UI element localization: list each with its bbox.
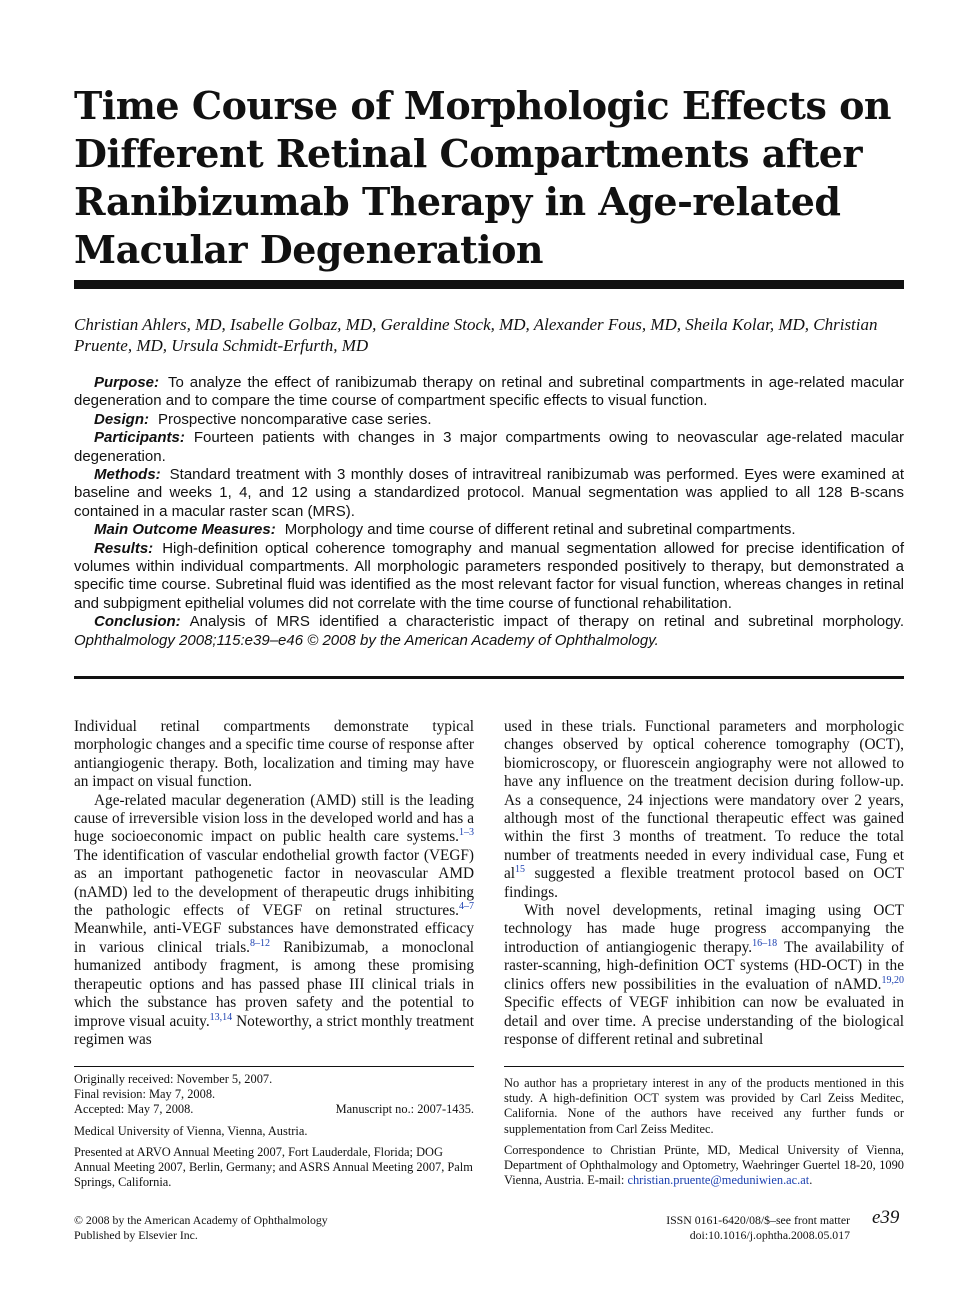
body-text: suggested a flexible treatment protocol based on OCT findings. [504, 865, 904, 901]
footnote-divider-right [504, 1066, 904, 1067]
abstract-design-label: Design: [94, 410, 150, 428]
body-paragraph [504, 902, 904, 1049]
body-column-left [74, 718, 474, 1049]
body-text: Ranibizumab, a monoclonal humanized antibody fragment, is among these promising therapeutic options and has passed phase III clinical trials in which the substance has proven safety and the potential to improve visual acuity. [74, 938, 474, 1030]
correspondence-note [504, 1143, 904, 1189]
reference-link[interactable]: 1–3 [459, 827, 474, 839]
affiliation: Medical University of Vienna, Vienna, Austria. [74, 1123, 308, 1138]
footer-left [74, 1213, 434, 1243]
abstract-results-text: High-definition optical coherence tomography and manual segmentation allowed for precise identification of volumes within individual compartments. All morphologic parameters responded positively to therapy, but demonstrated a specific time course. Subretinal fluid was identified as the most relevant factor for visual function, whereas changes in retinal and subpigment epithelial volumes did not correlate with the time course of functional rehabilitation. [74, 539, 904, 612]
abstract-outcome-label: Main Outcome Measures: [94, 521, 276, 539]
body-text: Age-related macular degeneration (AMD) still is the leading cause of irreversible vision loss in the developed world and has a huge socioeconomic impact on public health care systems. [74, 791, 474, 846]
body-text: Noteworthy, a strict monthly treatment regimen was [74, 1012, 474, 1048]
body-paragraph [504, 718, 904, 902]
page-number: e39 [872, 1207, 900, 1228]
body-text: Specific effects of VEGF inhibition can now be evaluated in detail and over time. A precise understanding of the biological response of different retinal and subretinal [504, 994, 904, 1048]
footnote-divider-left [74, 1066, 474, 1067]
abstract-methods-label: Methods: [94, 466, 161, 484]
footer-right [560, 1213, 850, 1243]
accepted-date: Accepted: May 7, 2008. [74, 1102, 194, 1117]
body-text: The identification of vascular endothelial growth factor (VEGF) as an important pathogenetic factor in neovascular AMD (nAMD) led to the development of therapeutic drugs inhibiting the pathologic effects of VEGF on retinal structures. [74, 846, 474, 920]
footnotes-left [74, 1072, 474, 1190]
copyright-line: © 2008 by the American Academy of Ophthalmology [74, 1213, 328, 1227]
abstract-outcome [74, 521, 904, 539]
abstract-citation: Ophthalmology 2008;115:e39–e46 © 2008 by the American Academy of Ophthalmology. [74, 631, 659, 649]
reference-link[interactable]: 19,20 [881, 974, 904, 986]
manuscript-number: Manuscript no.: 2007-1435. [335, 1102, 474, 1117]
correspondence-text: Correspondence to Christian Prünte, MD, Medical University of Vienna, Department of Ophthalmology and Optometry, Waehringer Guertel 18-20, 1090 Vienna, Austria. E-mail: [504, 1142, 904, 1188]
abstract-conclusion-label: Conclusion: [94, 613, 181, 631]
disclosure-note: No author has a proprietary interest in any of the products mentioned in this study. A high-definition OCT system was provided by Carl Zeiss Meditec, California. None of the authors have received any further funds or supplementation from Carl Zeiss Meditec. [504, 1076, 904, 1136]
abstract-outcome-text: Morphology and time course of different retinal and subretinal compartments. [284, 521, 796, 539]
reference-link[interactable]: 4–7 [459, 900, 474, 912]
correspondence-end: . [809, 1173, 813, 1188]
author-list: Christian Ahlers, MD, Isabelle Golbaz, MD, Geraldine Stock, MD, Alexander Fous, MD, Sheila Kolar, MD, Christian Pruente, MD, Ursula Schmidt-Erfurth, MD [74, 315, 878, 355]
reference-link[interactable]: 15 [515, 864, 526, 876]
abstract-purpose-text: To analyze the effect of ranibizumab therapy on retinal and subretinal compartments in age-related macular degeneration and to compare the time course of compartment specific effects to visual function. [74, 374, 904, 410]
abstract-participants-label: Participants: [94, 429, 185, 447]
abstract-purpose-label: Purpose: [94, 374, 160, 391]
body-text: With novel developments, retinal imaging using OCT technology has made huge progress accompanying the introduction of antiangiogenic therapy. [504, 902, 904, 956]
presentation-note: Presented at ARVO Annual Meeting 2007, Fort Lauderdale, Florida; DOG Annual Meeting 2007, Berlin, Germany; and ASRS Annual Meeting 2007, Palm Springs, California. [74, 1144, 473, 1190]
abstract-methods [74, 466, 904, 521]
revision-date: Final revision: May 7, 2008. [74, 1087, 216, 1102]
accepted-row [74, 1102, 474, 1117]
received-date: Originally received: November 5, 2007. [74, 1072, 273, 1086]
abstract-conclusion [74, 613, 904, 650]
abstract-divider [74, 676, 904, 679]
reference-link[interactable]: 16–18 [752, 937, 778, 949]
abstract-purpose [74, 374, 904, 411]
article-title: Time Course of Morphologic Effects on Different Retinal Compartments after Ranibizumab Therapy in Age-related Macular Degeneration [74, 83, 892, 272]
body-text: Meanwhile, anti-VEGF substances have demonstrated efficacy in various clinical trials. [74, 920, 474, 956]
body-column-right [504, 718, 904, 1049]
abstract-methods-text: Standard treatment with 3 monthly doses of intravitreal ranibizumab was performed. Eyes were examined at baseline and weeks 1, 4, and 12 using a standardized protocol. Manual segmentation was applied to all 128 B-scans contained in a macular raster scan (MRS). [74, 466, 904, 520]
doi-line: doi:10.1016/j.ophtha.2008.05.017 [689, 1228, 850, 1242]
abstract-results-label: Results: [94, 539, 154, 557]
body-paragraph: Individual retinal compartments demonstrate typical morphologic changes and a specific time course of response after antiangiogenic therapy. Both, localization and timing may have an impact on visual function. [74, 718, 474, 791]
abstract-design-text: Prospective noncomparative case series. [158, 410, 432, 428]
body-text: The availability of raster-scanning, high-definition OCT systems (HD-OCT) in the clinics offers new possibilities in the evaluation of nAMD. [504, 938, 904, 993]
email-link[interactable]: christian.pruente@meduniwien.ac.at [627, 1173, 810, 1188]
footnotes-right [504, 1076, 904, 1188]
abstract-participants [74, 429, 904, 466]
publisher-line: Published by Elsevier Inc. [74, 1228, 198, 1242]
issn-line: ISSN 0161-6420/08/$–see front matter [666, 1213, 850, 1227]
body-text: used in these trials. Functional parameters and morphologic changes observed by optical coherence tomography (OCT), biomicroscopy, or fluorescein angiography were not allowed to have any influence on the treatment decision during follow-up. As a consequence, 24 injections were mandatory over 2 years, although most of the functional therapeutic effect was gained within the first 3 months of treatment. To reduce the total number of treatments needed in every individual case, Fung et al [504, 718, 904, 883]
abstract [74, 374, 904, 650]
reference-link[interactable]: 8–12 [249, 937, 270, 949]
title-divider [74, 280, 904, 289]
abstract-participants-text: Fourteen patients with changes in 3 major compartments owing to neovascular age-related macular degeneration. [74, 429, 904, 465]
body-paragraph [74, 792, 474, 1050]
reference-link[interactable]: 13,14 [209, 1011, 233, 1023]
abstract-design [74, 411, 904, 429]
abstract-results [74, 540, 904, 614]
abstract-conclusion-text: Analysis of MRS identified a characteristic impact of therapy on retinal and subretinal morphology. [189, 613, 904, 631]
